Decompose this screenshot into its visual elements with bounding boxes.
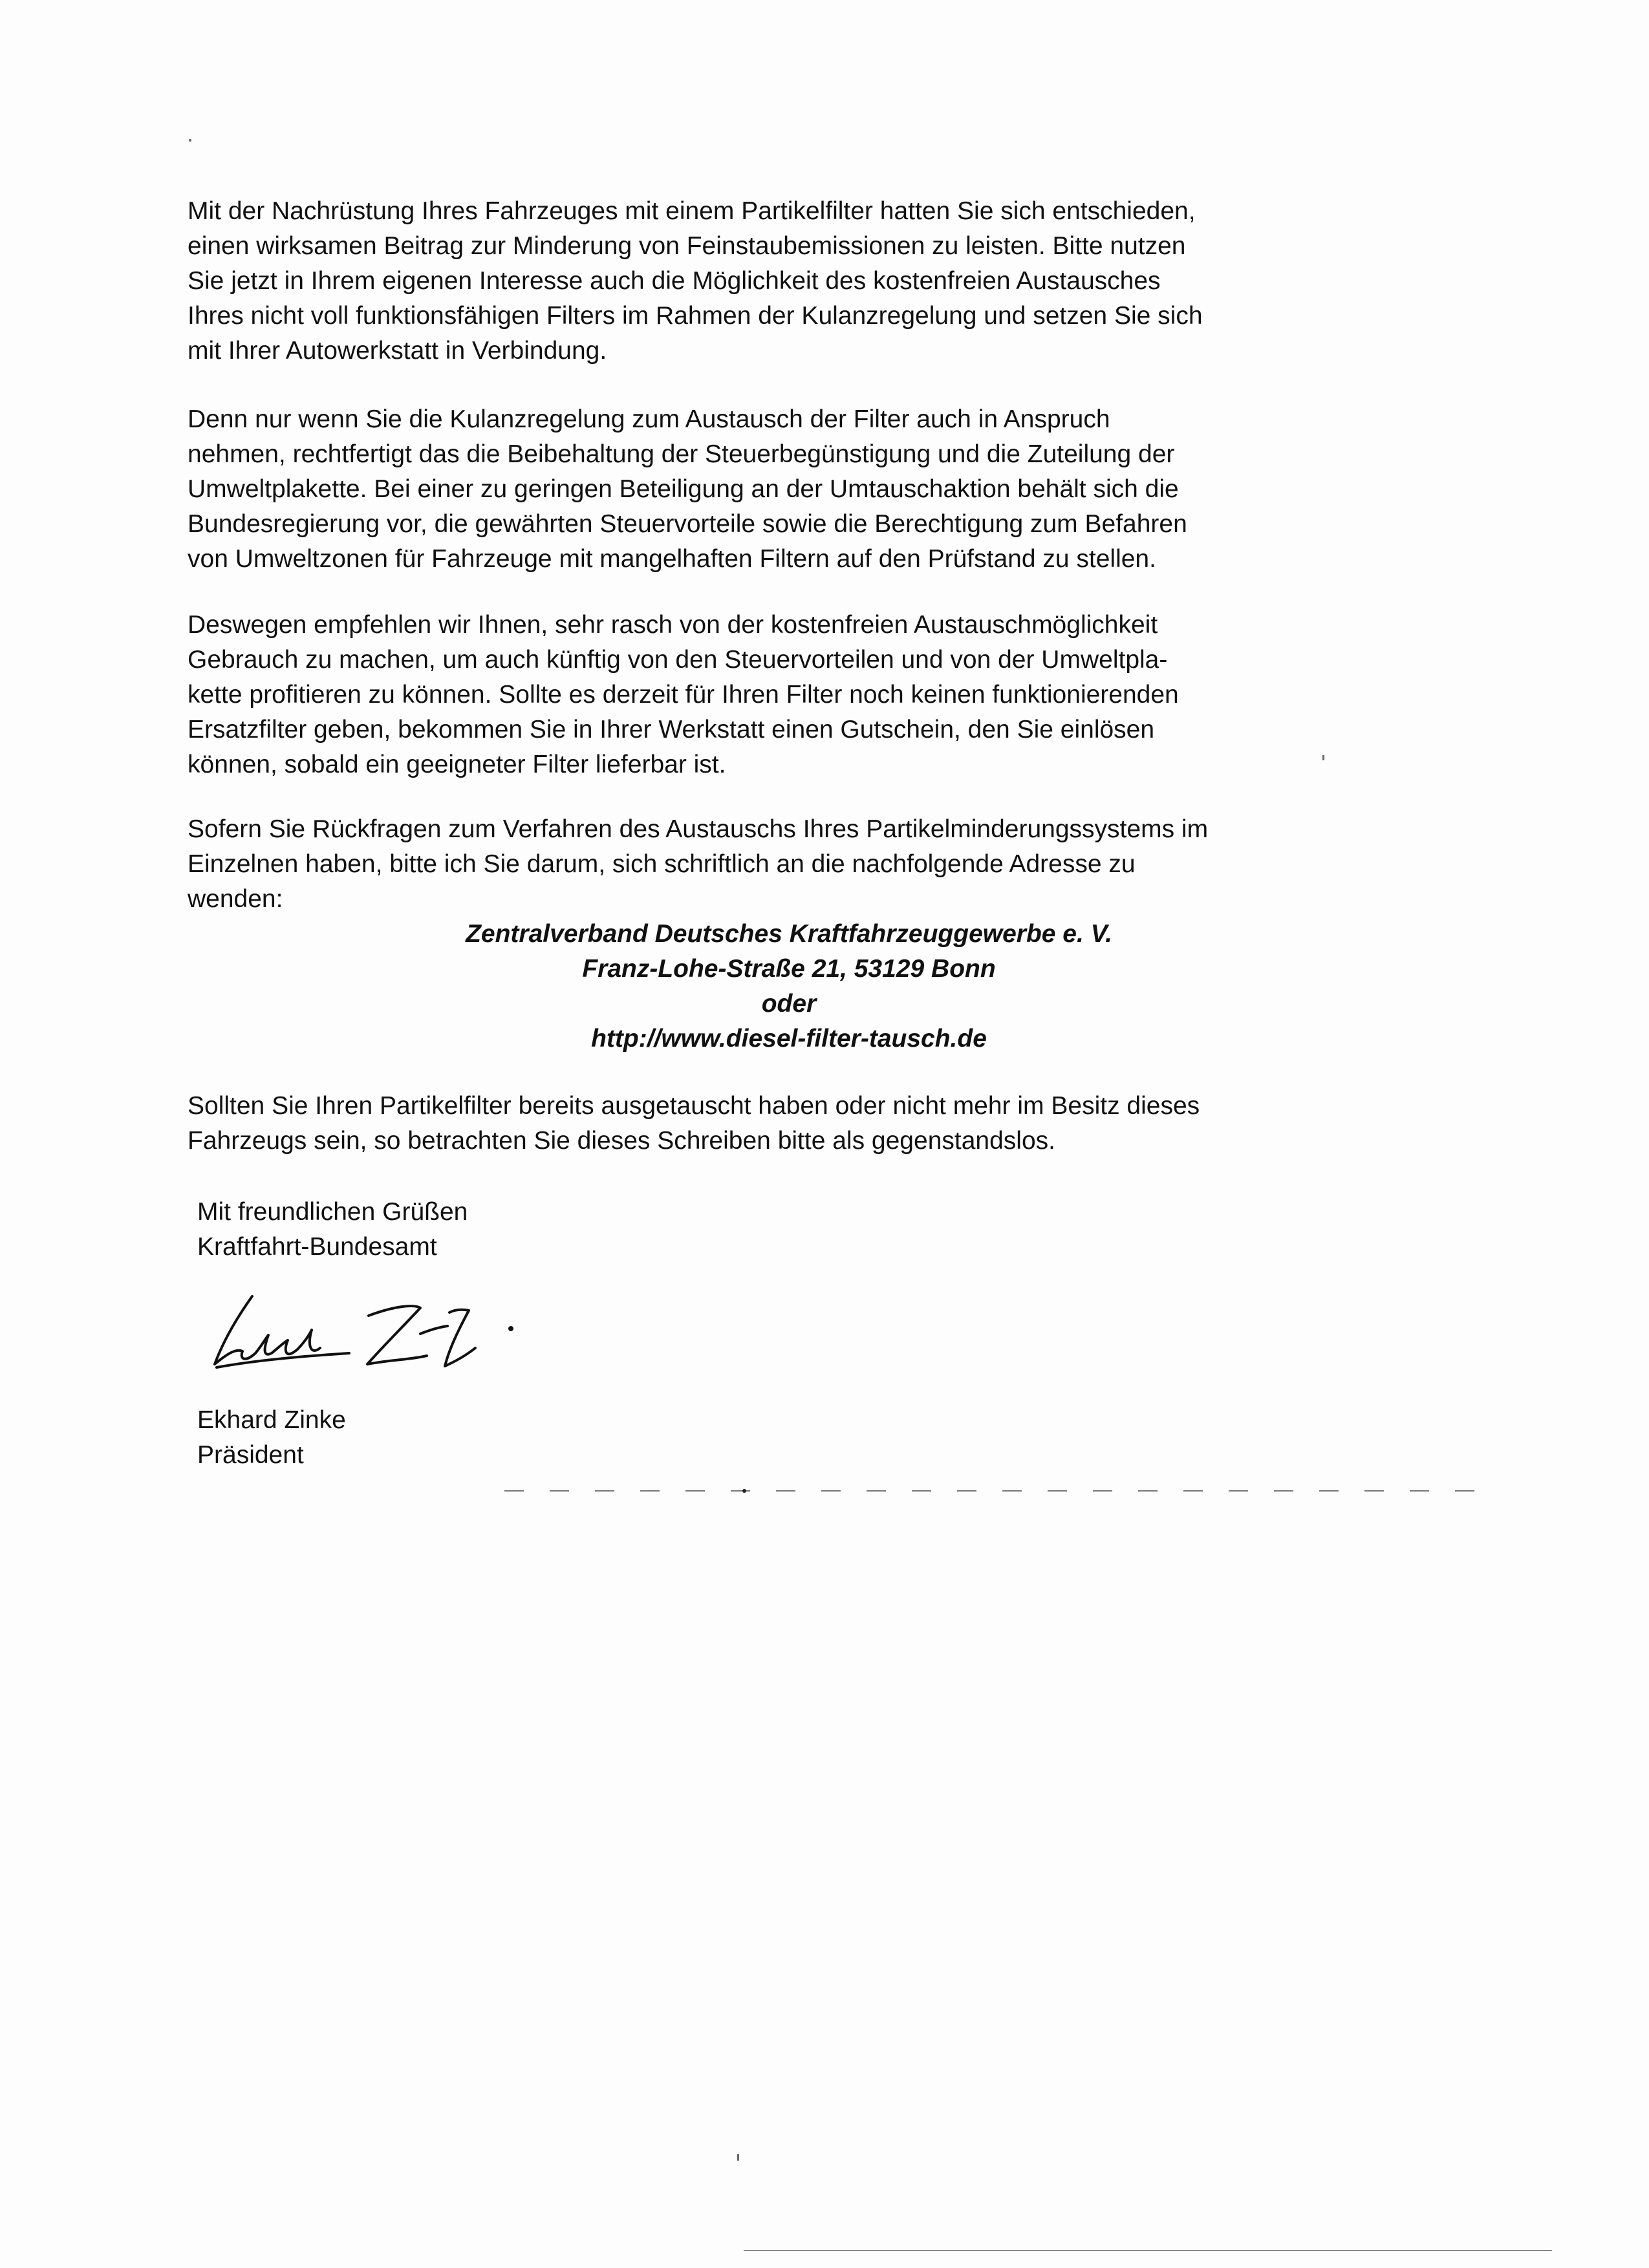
scan-dashes xyxy=(504,1490,1474,1492)
address-organization: Zentralverband Deutsches Kraftfahrzeuggewerbe e. V. xyxy=(466,920,1112,948)
paragraph-disregard: Sollten Sie Ihren Partikelfilter bereits ausgetauscht haben oder nicht mehr im Besitz dieses Fahrzeugs sein, so betrachten Sie dieses Schreiben bitte als gegenstandslos. xyxy=(188,1092,1200,1155)
paragraph-recommendation: Deswegen empfehlen wir Ihnen, sehr rasch von der kostenfreien Austauschmöglichkeit Gebrauch zu machen, um auch künftig von den Steuervorteilen und von der Umweltpla- kette profitieren zu können. Sollte es derzeit für Ihren Filter noch keinen funktionierenden Ersatzfilter geben, bekommen Sie in Ihrer Werkstatt einen Gutschein, den Sie einlösen können, sobald ein geeigneter Filter lieferbar ist. xyxy=(188,611,1179,778)
scan-line xyxy=(744,2250,1552,2251)
handwritten-signature xyxy=(207,1283,543,1380)
paragraph-tax-benefit: Denn nur wenn Sie die Kulanzregelung zum Austausch der Filter auch in Anspruch nehmen, rechtfertigt das die Beibehaltung der Steuerbegünstigung und die Zuteilung der Umweltplakette. Bei einer zu geringen Beteiligung an der Umtauschaktion behält sich die Bundesregierung vor, die gewährten Steuervorteile sowie die Berechtigung zum Befahren von Umweltzonen für Fahrzeuge mit mangelhaften Filtern auf den Prüfstand zu stellen. xyxy=(188,405,1187,573)
closing-sender: Kraftfahrt-Bundesamt xyxy=(197,1233,437,1261)
address-or: oder xyxy=(761,990,817,1018)
paragraph-inquiries: Sofern Sie Rückfragen zum Verfahren des Austauschs Ihres Partikelminderungssystems im Einzelnen haben, bitte ich Sie darum, sich schriftlich an die nachfolgende Adresse zu wenden: xyxy=(188,815,1209,913)
address-url[interactable]: http://www.diesel-filter-tausch.de xyxy=(591,1025,987,1053)
scan-dot xyxy=(189,139,191,142)
closing-block xyxy=(197,1195,468,1265)
scan-dot xyxy=(1322,755,1324,760)
scan-dot xyxy=(737,2154,739,2161)
signer-block xyxy=(197,1403,346,1473)
signer-title: Präsident xyxy=(197,1441,304,1469)
paragraph-retrofit: Mit der Nachrüstung Ihres Fahrzeuges mit einem Partikelfilter hatten Sie sich entschieden, einen wirksamen Beitrag zur Minderung von Feinstaubemissionen zu leisten. Bitte nutzen Sie jetzt in Ihrem eigenen Interesse auch die Möglichkeit des kostenfreien Austausches Ihres nicht voll funktionsfähigen Filters im Rahmen der Kulanzregelung und setzen Sie sich mit Ihrer Autowerkstatt in Verbindung. xyxy=(188,197,1203,365)
address-street: Franz-Lohe-Straße 21, 53129 Bonn xyxy=(582,955,996,983)
contact-address xyxy=(188,917,1390,1056)
closing-greeting: Mit freundlichen Grüßen xyxy=(197,1198,468,1226)
scan-dot xyxy=(742,1489,746,1493)
signer-name: Ekhard Zinke xyxy=(197,1406,346,1434)
